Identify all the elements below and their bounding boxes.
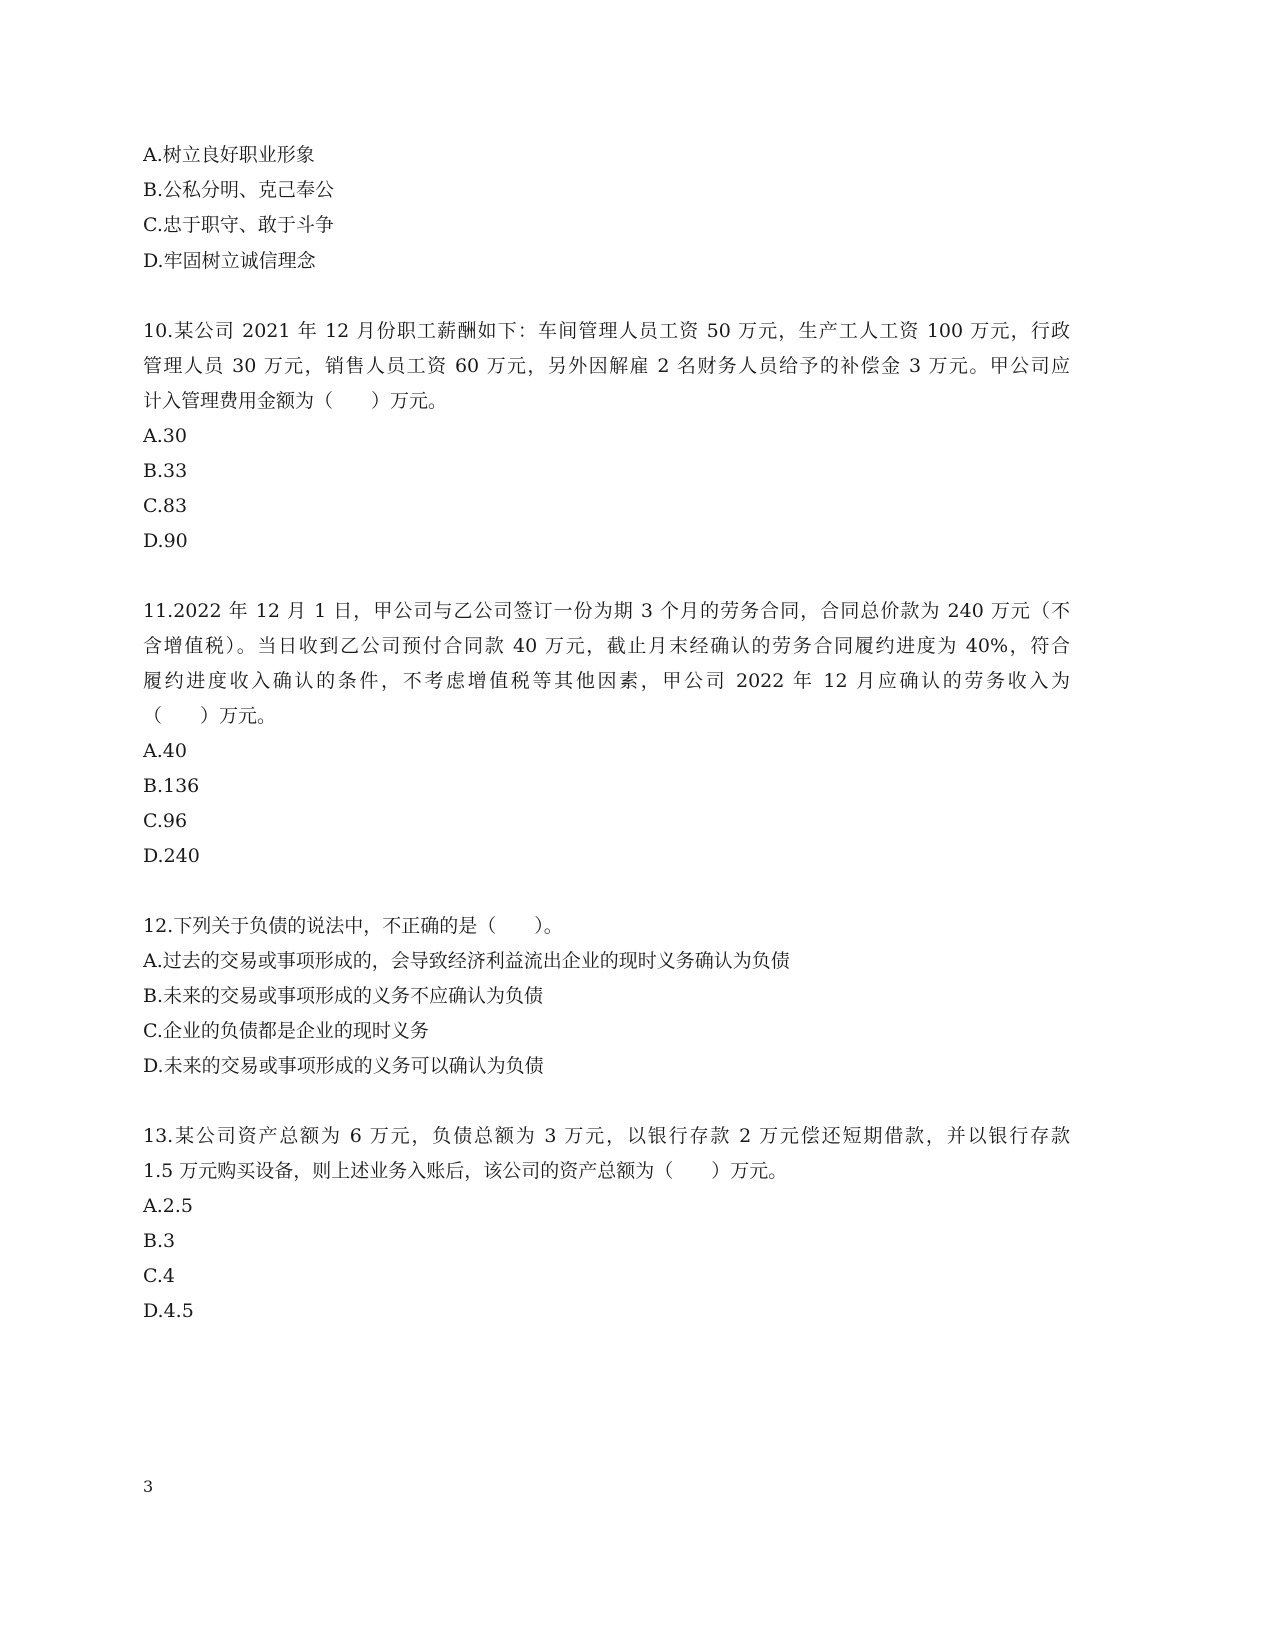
option-b: B.136 bbox=[143, 775, 200, 797]
option-b: B.33 bbox=[143, 460, 188, 482]
option-a: A.2.5 bbox=[143, 1195, 193, 1217]
option-b: B.公私分明、克己奉公 bbox=[143, 179, 335, 201]
option-c: C.83 bbox=[143, 495, 188, 517]
option-a: A.40 bbox=[143, 740, 187, 762]
option-d: D.240 bbox=[143, 845, 200, 867]
question-stem-line: 含增值税）。当日收到乙公司预付合同款 40 万元，截止月末经确认的劳务合同履约进度为 40%，符合 bbox=[143, 635, 1070, 657]
option-d: D.90 bbox=[143, 530, 188, 552]
option-a: A.树立良好职业形象 bbox=[143, 144, 315, 166]
option-c: C.96 bbox=[143, 810, 188, 832]
question-stem-line: 1.5 万元购买设备，则上述业务入账后，该公司的资产总额为（ ）万元。 bbox=[143, 1160, 788, 1182]
question-stem-line: 10.某公司 2021 年 12 月份职工薪酬如下：车间管理人员工资 50 万元，生产工人工资 100 万元，行政 bbox=[143, 320, 1070, 342]
option-c: C.企业的负债都是企业的现时义务 bbox=[143, 1020, 429, 1042]
question-stem-line: 11.2022 年 12 月 1 日，甲公司与乙公司签订一份为期 3 个月的劳务合同，合同总价款为 240 万元（不 bbox=[143, 600, 1070, 622]
option-b: B.3 bbox=[143, 1230, 176, 1252]
option-d: D.4.5 bbox=[143, 1300, 194, 1322]
question-stem-line: 12.下列关于负债的说法中，不正确的是（ ）。 bbox=[143, 915, 563, 937]
page-number: 3 bbox=[143, 1477, 154, 1496]
option-a: A.30 bbox=[143, 425, 187, 447]
option-a: A.过去的交易或事项形成的，会导致经济利益流出企业的现时义务确认为负债 bbox=[143, 950, 790, 972]
option-d: D.未来的交易或事项形成的义务可以确认为负债 bbox=[143, 1055, 544, 1077]
question-stem-line: （ ）万元。 bbox=[143, 705, 277, 727]
option-b: B.未来的交易或事项形成的义务不应确认为负债 bbox=[143, 985, 544, 1007]
option-c: C.忠于职守、敢于斗争 bbox=[143, 214, 334, 236]
option-d: D.牢固树立诚信理念 bbox=[143, 250, 316, 272]
question-stem-line: 管理人员 30 万元，销售人员工资 60 万元，另外因解雇 2 名财务人员给予的补偿金 3 万元。甲公司应 bbox=[143, 355, 1070, 377]
question-stem-line: 计入管理费用金额为（ ）万元。 bbox=[143, 390, 448, 412]
question-stem-line: 履约进度收入确认的条件，不考虑增值税等其他因素，甲公司 2022 年 12 月应确认的劳务收入为 bbox=[143, 670, 1070, 692]
option-c: C.4 bbox=[143, 1265, 175, 1287]
question-stem-line: 13.某公司资产总额为 6 万元，负债总额为 3 万元，以银行存款 2 万元偿还短期借款，并以银行存款 bbox=[143, 1125, 1070, 1147]
